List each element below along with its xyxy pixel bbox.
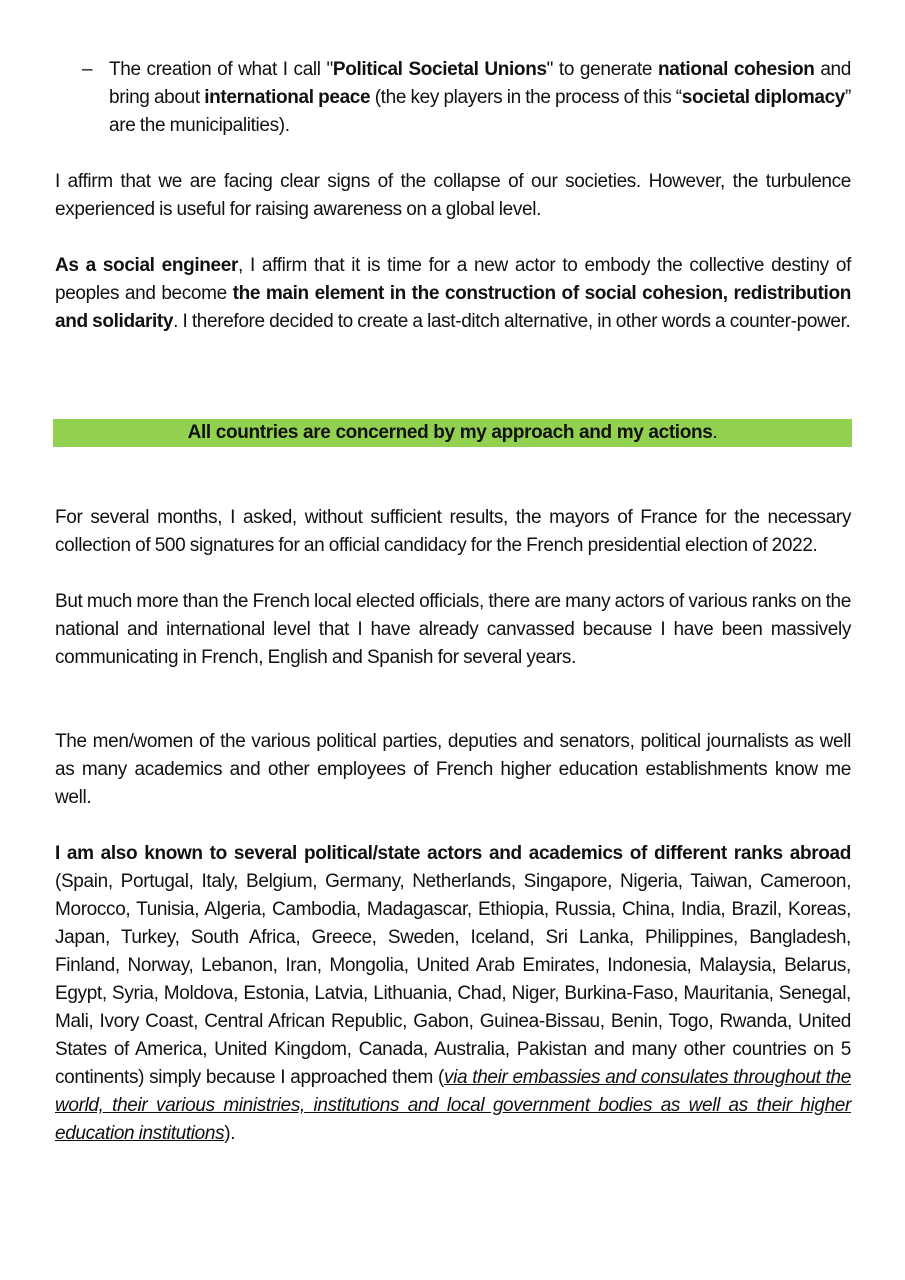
banner-bold-text: All countries are concerned by my approach and my actions: [187, 422, 713, 443]
banner-suffix: .: [712, 422, 718, 443]
abroad-bold: I am also known to several political/state actors and academics of different ranks abroad: [55, 843, 851, 864]
engineer-bold-2: the main element in the construction of social cohesion, redistribution and solidarity: [55, 283, 851, 332]
bullet-bold-2: national cohesion: [657, 59, 815, 80]
engineer-text-1: , I affirm that it is time for a new actor to embody the collective destiny of peoples and become: [55, 255, 851, 304]
bullet-text-5: ” are the municipalities).: [109, 87, 851, 136]
abroad-italic-underlined: via their embassies and consulates throughout the world, their various ministries, institutions and local government bodies as well as their higher education institutions: [55, 1067, 851, 1144]
bullet-text-3: and bring about: [109, 59, 851, 108]
bullet-bold-3: international peace: [204, 87, 371, 108]
highlight-banner: [53, 419, 852, 447]
document-bottom-section: [55, 504, 851, 1148]
bullet-bold-1: Political Societal Unions: [332, 59, 547, 80]
bullet-item-political-societal-unions: [55, 56, 851, 140]
bullet-bold-4: societal diplomacy: [681, 87, 846, 108]
bullet-text-2: " to generate: [546, 59, 658, 80]
abroad-countries: (Spain, Portugal, Italy, Belgium, Germany, Netherlands, Singapore, Nigeria, Taiwan, Cameroon, Morocco, Tunisia, Algeria, Cambodia, Madagascar, Ethiopia, Russia, China, India, Brazil, Koreas, Japan, Turkey, South Africa, Greece, Sweden, Iceland, Sri Lanka, Philippines, Bangladesh, Finland, Norway, Lebanon, Iran, Mongolia, United Arab Emirates, Indonesia, Malaysia, Belarus, Egypt, Syria, Moldova, Estonia, Latvia, Lithuania, Chad, Niger, Burkina-Faso, Mauritania, Senegal, Mali, Ivory Coast, Central African Republic, Gabon, Guinea-Bissau, Benin, Togo, Rwanda, United States of America, United Kingdom, Canada, Australia, Pakistan and many other countries on 5 continents) simply because I approached them (: [55, 871, 851, 1088]
paragraph-collapse: I affirm that we are facing clear signs of the collapse of our societies. However, the turbulence experienced is useful for raising awareness on a global level.: [55, 171, 851, 220]
bullet-text-4: (the key players in the process of this “: [370, 87, 682, 108]
bullet-dash: –: [82, 59, 93, 80]
paragraph-parties: The men/women of the various political parties, deputies and senators, political journalists as well as many academics and other employees of French higher education establishments know me well.: [55, 731, 851, 808]
paragraph-mayors: For several months, I asked, without sufficient results, the mayors of France for the necessary collection of 500 signatures for an official candidacy for the French presidential election of 2022.: [55, 507, 851, 556]
document-top-section: [55, 56, 851, 336]
paragraph-actors: But much more than the French local elected officials, there are many actors of various ranks on the national and international level that I have already canvassed because I have been massively communicating in French, English and Spanish for several years.: [55, 591, 851, 668]
paragraph-abroad: [55, 840, 851, 1148]
abroad-end: ).: [224, 1123, 236, 1144]
paragraph-social-engineer: [55, 252, 851, 336]
engineer-text-2: . I therefore decided to create a last-ditch alternative, in other words a counter-power.: [173, 311, 851, 332]
bullet-text-1: The creation of what I call ": [109, 59, 333, 80]
engineer-bold-1: As a social engineer: [55, 255, 239, 276]
